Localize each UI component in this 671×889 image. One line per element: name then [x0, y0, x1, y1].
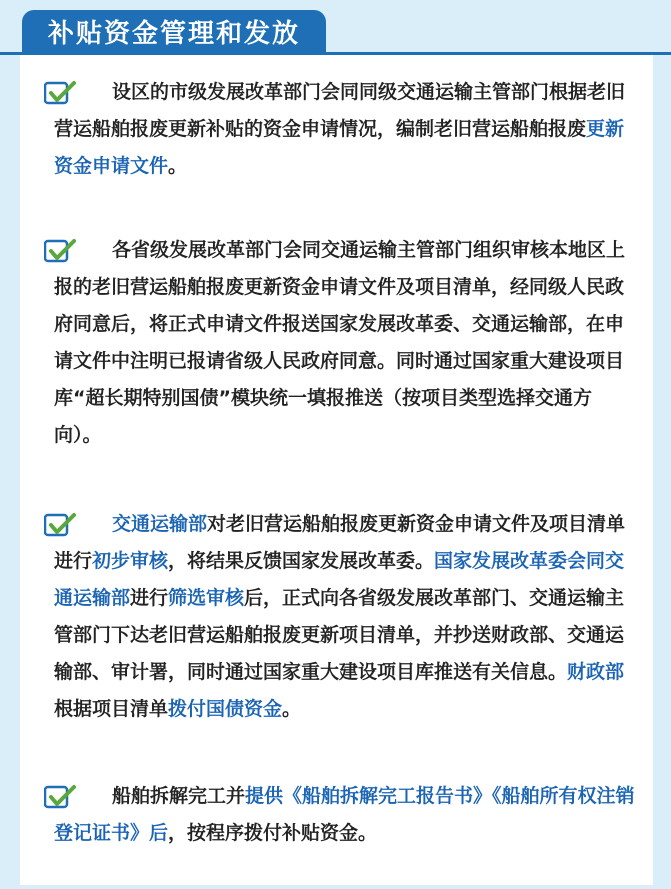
section-4 [54, 778, 639, 852]
text-span: 对老旧营运船舶报废更新资金申请文件及项目清单进行 [54, 513, 626, 572]
section-1-text [54, 74, 639, 185]
page-title: 补贴资金管理和发放 [22, 10, 326, 52]
section-2 [54, 232, 639, 454]
text-span: 。 [168, 155, 188, 177]
highlight-span: 财政部 [567, 661, 625, 683]
text-span: 船舶拆解完工并 [112, 785, 246, 807]
checkbox-icon [44, 784, 76, 810]
section-3-text [54, 506, 639, 728]
checkbox-icon [44, 80, 76, 106]
text-span: 各省级发展改革部门会同交通运输主管部门组织审核本地区上报的老旧营运船舶报废更新资金申请文件及项目清单，经同级人民政府同意后，将正式申请文件报送国家发展改革委、交通运输部，在申请文件中注明已报请省级人民政府同意。同时通过国家重大建设项目库“超长期特别国债”模块统一填报推送（按项目类型选择交通方向）。 [54, 239, 626, 446]
text-span: ，按程序拨付补贴资金。 [168, 822, 378, 844]
text-span: 根据项目清单 [54, 698, 169, 720]
text-span: 进行 [130, 587, 169, 609]
content-card [20, 55, 653, 885]
section-2-text [54, 232, 639, 454]
section-3 [54, 506, 639, 728]
checkbox-icon [44, 512, 76, 538]
highlight-span: 筛选审核 [168, 587, 245, 609]
text-span: 。 [282, 698, 302, 720]
highlight-span: 更新资金申请文件 [54, 118, 625, 177]
highlight-span: 初步审核 [92, 550, 169, 572]
highlight-span: 国家发展改革委会同交通运输部 [54, 550, 625, 609]
text-span: ，将结果反馈国家发展改革委。 [168, 550, 435, 572]
section-4-text [54, 778, 639, 852]
highlight-span: 交通运输部 [112, 513, 208, 535]
section-1 [54, 74, 639, 185]
text-span: 后，正式向各省级发展改革部门、交通运输主管部门下达老旧营运船舶报废更新项目清单，并抄送财政部、交通运输部、审计署，同时通过国家重大建设项目库推送有关信息。 [54, 587, 625, 683]
checkbox-icon [44, 238, 76, 264]
text-span: 设区的市级发展改革部门会同同级交通运输主管部门根据老旧营运船舶报废更新补贴的资金申请情况，编制老旧营运船舶报废 [54, 81, 626, 140]
highlight-span: 拨付国债资金 [168, 698, 283, 720]
title-bar [0, 0, 671, 55]
highlight-span: 提供《船舶拆解完工报告书》《船舶所有权注销登记证书》后 [54, 785, 635, 844]
